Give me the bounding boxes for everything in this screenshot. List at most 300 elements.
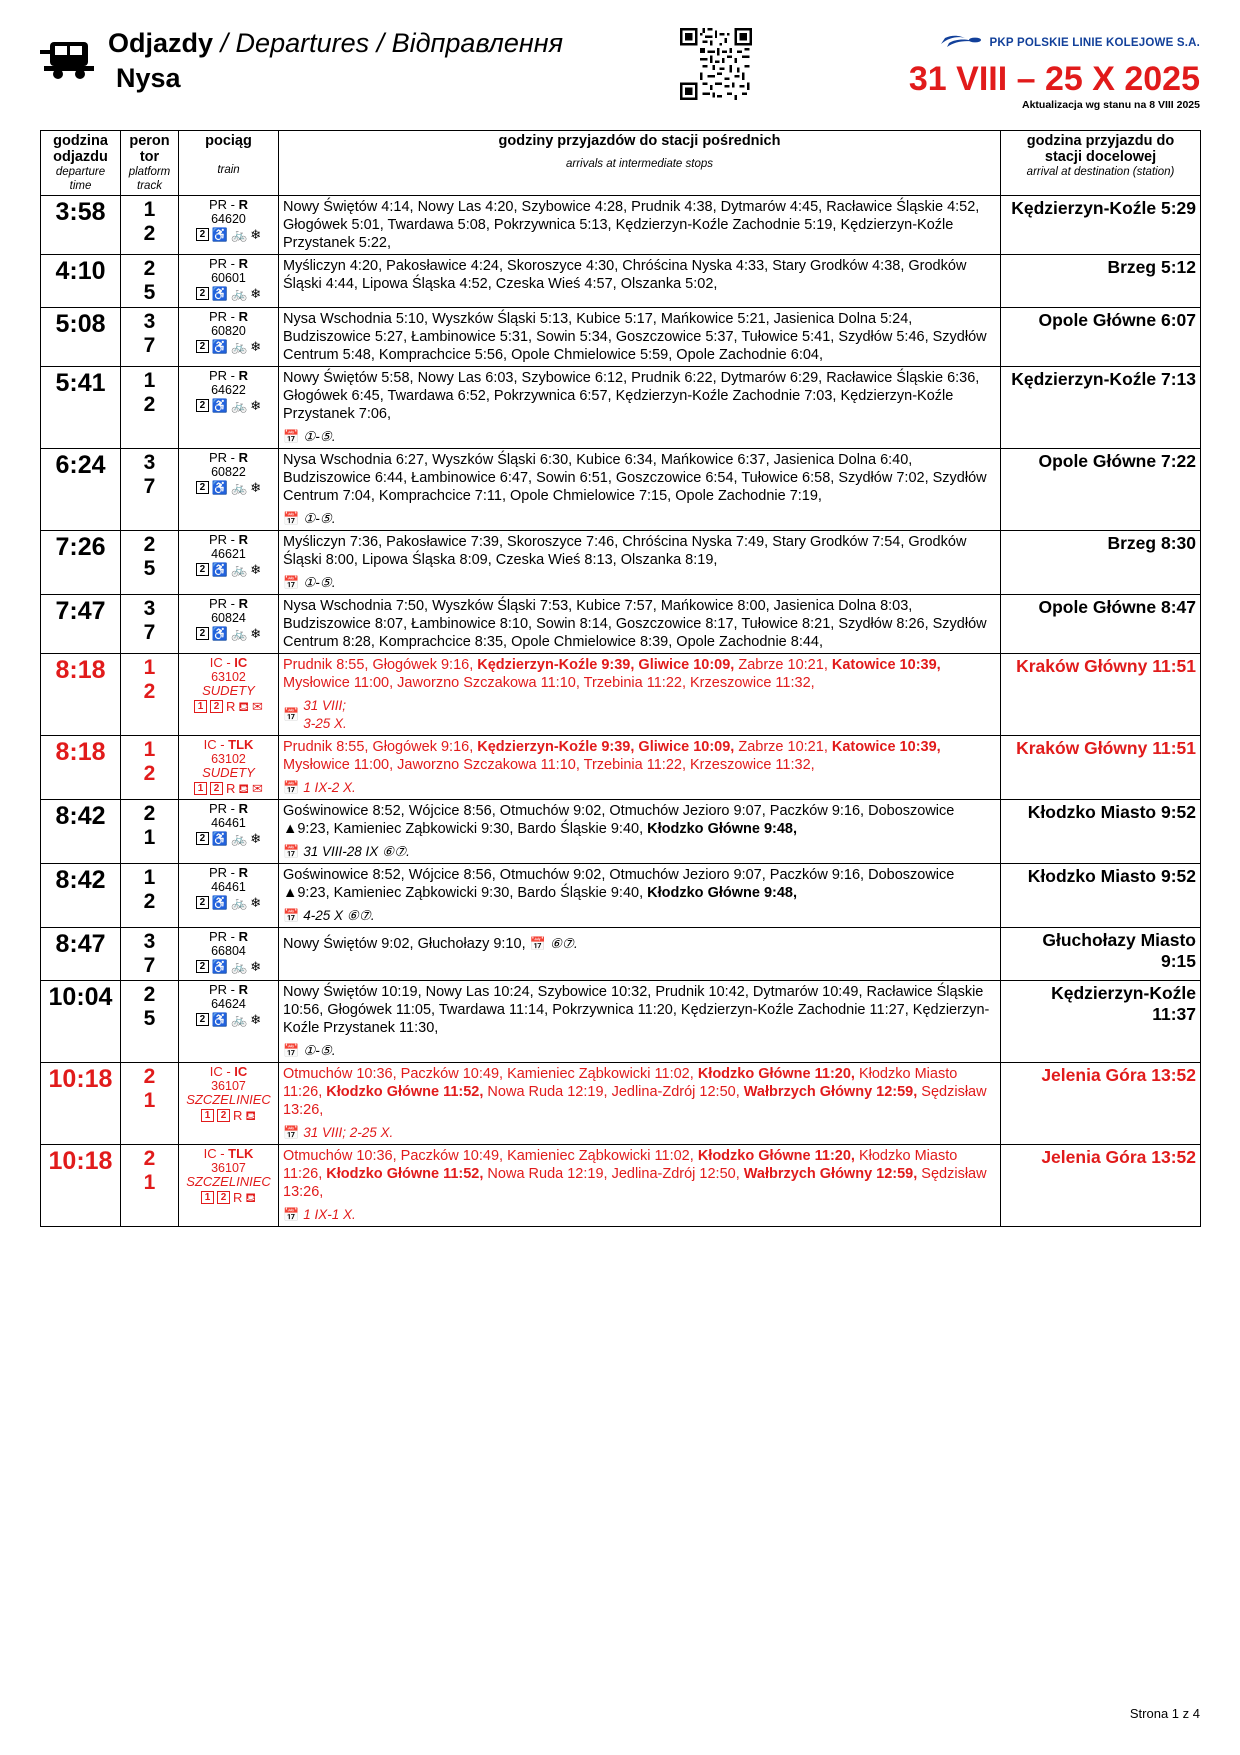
destination-text: Opole Główne 7:22	[1038, 451, 1196, 471]
train-amenities	[183, 627, 274, 640]
train-amenities	[183, 832, 274, 845]
departure-time: 8:18	[41, 654, 121, 736]
departure-time: 3:58	[41, 196, 121, 255]
platform-number: 3	[143, 597, 156, 620]
departure-time: 7:26	[41, 531, 121, 595]
train-number: 46461	[211, 880, 246, 894]
class-1-icon: 1	[201, 1191, 214, 1204]
wheelchair-icon: ♿	[211, 1012, 229, 1027]
train-info	[179, 196, 279, 255]
col-destination: godzina przyjazdu do stacji docelowej arrival at destination (station)	[1001, 131, 1201, 196]
pkp-logo	[730, 28, 1200, 58]
stops-text: Nysa Wschodnia 6:27, Wyszków Śląski 6:30, Kubice 6:34, Mańkowice 6:37, Jasienica Dolna 6:40, Budziszowice 6:44, Łambinowice 6:47, Sowin 6:51, Goszczowice 6:54, Tułowice 6:58, Szydłów 7:02, Szydłów Centrum 7:04, Komprachcice 7:11, Opole Chmielowice 7:15, Opole Zachodnie 7:19,	[283, 452, 987, 504]
departure-time: 5:08	[41, 308, 121, 367]
service-note	[283, 1124, 996, 1142]
intermediate-stops	[279, 928, 1001, 981]
service-note-text: 1 IX-2 X.	[303, 780, 356, 795]
reservation-icon: R	[232, 1190, 243, 1205]
platform-track	[121, 1145, 179, 1227]
destination-text: Kędzierzyn-Koźle 5:29	[1011, 198, 1196, 218]
bicycle-icon: 🚲	[231, 831, 248, 846]
destination-text: Głuchołazy Miasto 9:15	[1042, 930, 1196, 971]
service-note	[283, 1042, 996, 1060]
platform-number: 3	[143, 451, 156, 474]
destination-text: Opole Główne 8:47	[1038, 597, 1196, 617]
platform-track	[121, 981, 179, 1063]
train-number: 63102	[211, 752, 246, 766]
intermediate-stops	[279, 800, 1001, 864]
destination-text: Kłodzko Miasto 9:52	[1027, 866, 1196, 886]
service-note	[283, 843, 996, 861]
page-footer: Strona 1 z 4	[1129, 1706, 1200, 1721]
stops-text: Myśliczyn 7:36, Pakosławice 7:39, Skoroszyce 7:46, Chróścina Nyska 7:49, Stary Grodków 7:54, Grodków Śląski 8:00, Lipowa Śląska 8:09, Czeska Wieś 8:13, Olszanka 8:19,	[283, 534, 967, 568]
air-conditioning-icon: ❄	[250, 398, 262, 413]
track-number: 7	[143, 954, 156, 977]
departure-time: 10:18	[41, 1145, 121, 1227]
train-category: PR - R	[208, 197, 248, 212]
departure-time: 8:42	[41, 864, 121, 928]
platform-number: 1	[143, 866, 156, 889]
air-conditioning-icon: ❄	[250, 1012, 262, 1027]
wheelchair-icon: ♿	[211, 895, 229, 910]
platform-track	[121, 800, 179, 864]
destination	[1001, 255, 1201, 308]
class-2-icon: 2	[210, 700, 223, 713]
platform-number: 3	[143, 930, 156, 953]
service-note	[283, 1206, 996, 1224]
class-2-icon: 2	[196, 832, 209, 845]
train-amenities	[183, 563, 274, 576]
train-amenities	[183, 399, 274, 412]
reservation-icon: R	[232, 1108, 243, 1123]
stops-text: Otmuchów 10:36, Paczków 10:49, Kamieniec Ząbkowicki 11:02, Kłodzko Główne 11:20, Kłodzko Miasto 11:26, Kłodzko Główne 11:52, Nowa Ruda 12:19, Jedlina-Zdrój 12:50, Wałbrzych Główny 12:59, Sędzisław 13:26,	[283, 1148, 987, 1200]
service-note	[283, 907, 996, 925]
track-number: 2	[143, 222, 156, 245]
intermediate-stops	[279, 654, 1001, 736]
train-category: PR - R	[208, 256, 248, 271]
wheelchair-icon: ♿	[211, 831, 229, 846]
table-row	[41, 654, 1201, 736]
train-amenities	[183, 1109, 274, 1122]
train-number: 60824	[211, 611, 246, 625]
track-number: 5	[143, 557, 156, 580]
intermediate-stops	[279, 531, 1001, 595]
wheelchair-icon: ♿	[211, 286, 229, 301]
platform-number: 2	[143, 533, 156, 556]
train-category: PR - R	[208, 982, 248, 997]
train-category: PR - R	[208, 596, 248, 611]
train-category: IC - IC	[209, 1064, 248, 1079]
destination	[1001, 928, 1201, 981]
col-platform-track: peron tor platform track	[121, 131, 179, 196]
calendar-icon: 📅	[283, 1125, 299, 1140]
air-conditioning-icon: ❄	[250, 480, 262, 495]
departure-time: 10:18	[41, 1063, 121, 1145]
departure-time: 6:24	[41, 449, 121, 531]
platform-number: 1	[143, 198, 156, 221]
table-row	[41, 255, 1201, 308]
train-info	[179, 308, 279, 367]
table-row	[41, 981, 1201, 1063]
calendar-icon: 📅	[283, 780, 299, 795]
bicycle-icon: 🚲	[231, 959, 248, 974]
destination	[1001, 1063, 1201, 1145]
platform-track	[121, 308, 179, 367]
calendar-icon: 📅	[283, 908, 299, 923]
train-info	[179, 800, 279, 864]
platform-track	[121, 864, 179, 928]
track-number: 1	[143, 826, 156, 849]
validity-dates: 31 VIII – 25 X 2025	[908, 60, 1200, 98]
station-name: Nysa	[116, 63, 181, 93]
track-number: 2	[143, 762, 156, 785]
bicycle-icon: 🚲	[231, 626, 248, 641]
destination	[1001, 367, 1201, 449]
service-note-text: ⑥⑦.	[549, 936, 578, 951]
train-category: PR - R	[208, 309, 248, 324]
train-category: PR - R	[208, 450, 248, 465]
train-amenities	[183, 1191, 274, 1204]
service-note	[283, 697, 996, 733]
train-amenities	[183, 228, 274, 241]
restaurant-icon: ⛾	[245, 1190, 256, 1205]
train-info	[179, 981, 279, 1063]
page-title	[108, 28, 563, 58]
table-row	[41, 800, 1201, 864]
table-row	[41, 308, 1201, 367]
table-body	[41, 196, 1201, 1227]
service-note-text: ①-⑤.	[303, 429, 336, 444]
destination	[1001, 308, 1201, 367]
col-intermediate-stops: godziny przyjazdów do stacji pośrednich arrivals at intermediate stops	[279, 131, 1001, 196]
air-conditioning-icon: ❄	[250, 895, 262, 910]
train-number: 66804	[211, 944, 246, 958]
intermediate-stops	[279, 255, 1001, 308]
train-info	[179, 531, 279, 595]
intermediate-stops	[279, 308, 1001, 367]
mail-icon: ✉	[252, 781, 263, 796]
destination-text: Kędzierzyn-Koźle 11:37	[1051, 983, 1196, 1024]
platform-number: 1	[143, 656, 156, 679]
train-number: 64622	[211, 383, 246, 397]
stops-text: Myśliczyn 4:20, Pakosławice 4:24, Skoroszyce 4:30, Chróścina Nyska 4:33, Stary Grodków 4:38, Grodków Śląski 4:44, Lipowa Śląska 4:52, Czeska Wieś 4:57, Olszanka 5:02,	[283, 258, 967, 292]
class-2-icon: 2	[196, 399, 209, 412]
bicycle-icon: 🚲	[231, 286, 248, 301]
calendar-icon: 📅	[529, 936, 545, 951]
class-2-icon: 2	[196, 340, 209, 353]
poster-header	[40, 28, 1200, 124]
reservation-icon: R	[226, 781, 236, 796]
intermediate-stops	[279, 196, 1001, 255]
destination-text: Kłodzko Miasto 9:52	[1027, 802, 1196, 822]
pkp-bird-icon	[939, 34, 983, 52]
service-note-text: 4-25 X ⑥⑦.	[303, 908, 375, 923]
service-note	[283, 779, 996, 797]
destination	[1001, 1145, 1201, 1227]
stops-text: Otmuchów 10:36, Paczków 10:49, Kamieniec Ząbkowicki 11:02, Kłodzko Główne 11:20, Kłodzko Miasto 11:26, Kłodzko Główne 11:52, Nowa Ruda 12:19, Jedlina-Zdrój 12:50, Wałbrzych Główny 12:59, Sędzisław 13:26,	[283, 1066, 987, 1118]
service-note	[283, 510, 996, 528]
train-category: PR - R	[208, 865, 248, 880]
destination	[1001, 531, 1201, 595]
train-amenities	[183, 1013, 274, 1026]
service-note-text: 31 VIII; 3-25 X.	[303, 698, 347, 731]
platform-number: 2	[143, 983, 156, 1006]
destination	[1001, 864, 1201, 928]
destination	[1001, 736, 1201, 800]
class-2-icon: 2	[196, 1013, 209, 1026]
calendar-icon: 📅	[283, 575, 299, 590]
platform-track	[121, 928, 179, 981]
class-1-icon: 1	[194, 782, 207, 795]
stops-text: Nowy Świętów 10:19, Nowy Las 10:24, Szybowice 10:32, Prudnik 10:42, Dytmarów 10:49, Racławice Śląskie 10:56, Głogówek 11:05, Twardawa 11:14, Pokrzywnica 11:20, Kędzierzyn-Koźle Zachodnie 11:27, Kędzierzyn-Koźle Przystanek 11:30,	[283, 984, 990, 1036]
platform-number: 2	[143, 1147, 156, 1170]
train-name: SZCZELINIEC	[186, 1092, 271, 1107]
service-note-text: ①-⑤.	[303, 511, 336, 526]
class-2-icon: 2	[217, 1191, 230, 1204]
pkp-logo-text: PKP POLSKIE LINIE KOLEJOWE S.A.	[989, 37, 1200, 49]
class-2-icon: 2	[196, 896, 209, 909]
track-number: 2	[143, 890, 156, 913]
service-note-text: 31 VIII-28 IX ⑥⑦.	[303, 844, 410, 859]
track-number: 5	[143, 1007, 156, 1030]
bicycle-icon: 🚲	[231, 562, 248, 577]
col-train: pociąg train	[179, 131, 279, 196]
train-name: SZCZELINIEC	[186, 1174, 271, 1189]
train-number: 36107	[211, 1079, 246, 1093]
train-category: PR - R	[208, 929, 248, 944]
destination-text: Kraków Główny 11:51	[1016, 738, 1196, 758]
destination-text: Brzeg 8:30	[1107, 533, 1196, 553]
departure-time: 7:47	[41, 595, 121, 654]
train-category: PR - R	[208, 368, 248, 383]
platform-number: 2	[143, 257, 156, 280]
calendar-icon: 📅	[283, 1207, 299, 1222]
train-category: IC - TLK	[203, 1146, 254, 1161]
class-1-icon: 1	[194, 700, 207, 713]
class-2-icon: 2	[196, 627, 209, 640]
train-number: 63102	[211, 670, 246, 684]
train-number: 60601	[211, 271, 246, 285]
train-number: 60820	[211, 324, 246, 338]
platform-track	[121, 1063, 179, 1145]
intermediate-stops	[279, 736, 1001, 800]
track-number: 2	[143, 680, 156, 703]
intermediate-stops	[279, 1145, 1001, 1227]
departure-time: 8:18	[41, 736, 121, 800]
platform-track	[121, 196, 179, 255]
wheelchair-icon: ♿	[211, 562, 229, 577]
class-2-icon: 2	[196, 228, 209, 241]
train-info	[179, 595, 279, 654]
train-info	[179, 1145, 279, 1227]
stops-text: Nysa Wschodnia 5:10, Wyszków Śląski 5:13, Kubice 5:17, Mańkowice 5:21, Jasienica Dolna 5:24, Budziszowice 5:27, Łambinowice 5:31, Sowin 5:34, Goszczowice 5:37, Tułowice 5:41, Szydłów 5:46, Szydłów Centrum 5:48, Komprachcice 5:56, Opole Chmielowice 5:59, Opole Zachodnie 6:04,	[283, 311, 987, 363]
train-name: SUDETY	[202, 683, 255, 698]
train-info	[179, 864, 279, 928]
wheelchair-icon: ♿	[211, 959, 229, 974]
train-amenities	[183, 287, 274, 300]
train-name: SUDETY	[202, 765, 255, 780]
platform-track	[121, 255, 179, 308]
air-conditioning-icon: ❄	[250, 339, 262, 354]
platform-number: 2	[143, 802, 156, 825]
class-2-icon: 2	[210, 782, 223, 795]
train-number: 46461	[211, 816, 246, 830]
platform-track	[121, 654, 179, 736]
class-2-icon: 2	[196, 960, 209, 973]
stops-text: Goświnowice 8:52, Wójcice 8:56, Otmuchów 9:02, Otmuchów Jezioro 9:07, Paczków 9:16, Doboszowice ▲9:23, Kamieniec Ząbkowicki 9:30, Bardo Śląskie 9:40, Kłodzko Główne 9:48,	[283, 867, 955, 901]
restaurant-icon: ⛾	[238, 781, 250, 796]
intermediate-stops	[279, 864, 1001, 928]
stops-text: Nowy Świętów 9:02, Głuchołazy 9:10,	[283, 936, 526, 952]
bicycle-icon: 🚲	[231, 227, 248, 242]
train-info	[179, 736, 279, 800]
platform-number: 3	[143, 310, 156, 333]
track-number: 1	[143, 1171, 156, 1194]
track-number: 1	[143, 1089, 156, 1112]
track-number: 7	[143, 621, 156, 644]
platform-track	[121, 595, 179, 654]
train-category: IC - IC	[209, 655, 248, 670]
calendar-icon: 📅	[283, 844, 299, 859]
train-amenities	[183, 340, 274, 353]
calendar-icon: 📅	[283, 707, 299, 722]
table-row	[41, 595, 1201, 654]
destination-text: Kędzierzyn-Koźle 7:13	[1011, 369, 1196, 389]
departure-time: 5:41	[41, 367, 121, 449]
restaurant-icon: ⛾	[245, 1108, 256, 1123]
train-amenities	[183, 782, 274, 795]
train-info	[179, 654, 279, 736]
track-number: 2	[143, 393, 156, 416]
service-note	[283, 428, 996, 446]
train-info	[179, 255, 279, 308]
stops-text: Prudnik 8:55, Głogówek 9:16, Kędzierzyn-Koźle 9:39, Gliwice 10:09, Zabrze 10:21, Katowice 10:39, Mysłowice 11:00, Jaworzno Szczakowa 11:10, Trzebinia 11:22, Krzeszowice 11:32,	[283, 739, 941, 773]
destination	[1001, 449, 1201, 531]
table-row	[41, 1145, 1201, 1227]
departure-time: 8:47	[41, 928, 121, 981]
destination	[1001, 595, 1201, 654]
title-main: Odjazdy	[108, 28, 214, 58]
train-amenities	[183, 960, 274, 973]
train-info	[179, 928, 279, 981]
train-amenities	[183, 700, 274, 713]
table-row	[41, 531, 1201, 595]
service-note	[283, 574, 996, 592]
table-row	[41, 367, 1201, 449]
table-row	[41, 736, 1201, 800]
wheelchair-icon: ♿	[211, 227, 229, 242]
table-row	[41, 1063, 1201, 1145]
stops-text: Nowy Świętów 4:14, Nowy Las 4:20, Szybowice 4:28, Prudnik 4:38, Dytmarów 4:45, Racławice Śląskie 4:52, Głogówek 5:01, Twardawa 5:08, Pokrzywnica 5:13, Kędzierzyn-Koźle Zachodnie 5:19, Kędzierzyn-Koźle Przystanek 5:22,	[283, 199, 980, 251]
train-number: 60822	[211, 465, 246, 479]
air-conditioning-icon: ❄	[250, 227, 262, 242]
train-info	[179, 449, 279, 531]
destination	[1001, 654, 1201, 736]
intermediate-stops	[279, 367, 1001, 449]
train-number: 36107	[211, 1161, 246, 1175]
bicycle-icon: 🚲	[231, 339, 248, 354]
service-note	[530, 935, 578, 953]
col-departure-time: godzina odjazdu departure time	[41, 131, 121, 196]
table-row	[41, 928, 1201, 981]
train-number: 46621	[211, 547, 246, 561]
train-info	[179, 367, 279, 449]
calendar-icon: 📅	[283, 1043, 299, 1058]
air-conditioning-icon: ❄	[250, 831, 262, 846]
class-2-icon: 2	[196, 481, 209, 494]
stops-text: Nysa Wschodnia 7:50, Wyszków Śląski 7:53, Kubice 7:57, Mańkowice 8:00, Jasienica Dolna 8:03, Budziszowice 8:07, Łambinowice 8:10, Sowin 8:14, Goszczowice 8:17, Tułowice 8:21, Szydłów 8:26, Szydłów Centrum 8:28, Komprachcice 8:35, Opole Chmielowice 8:39, Opole Zachodnie 8:44,	[283, 598, 987, 650]
destination	[1001, 981, 1201, 1063]
destination-text: Jelenia Góra 13:52	[1041, 1147, 1196, 1167]
calendar-icon: 📅	[283, 429, 299, 444]
bicycle-icon: 🚲	[231, 895, 248, 910]
validity-block	[730, 28, 1200, 111]
class-2-icon: 2	[217, 1109, 230, 1122]
intermediate-stops	[279, 1063, 1001, 1145]
track-number: 7	[143, 475, 156, 498]
platform-number: 1	[143, 738, 156, 761]
air-conditioning-icon: ❄	[250, 286, 262, 301]
stops-text: Goświnowice 8:52, Wójcice 8:56, Otmuchów 9:02, Otmuchów Jezioro 9:07, Paczków 9:16, Doboszowice ▲9:23, Kamieniec Ząbkowicki 9:30, Bardo Śląskie 9:40, Kłodzko Główne 9:48,	[283, 803, 955, 837]
service-note-text: 1 IX-1 X.	[303, 1207, 356, 1222]
class-1-icon: 1	[201, 1109, 214, 1122]
train-category: PR - R	[208, 801, 248, 816]
reservation-icon: R	[226, 699, 236, 714]
platform-number: 2	[143, 1065, 156, 1088]
destination	[1001, 800, 1201, 864]
intermediate-stops	[279, 981, 1001, 1063]
intermediate-stops	[279, 449, 1001, 531]
mail-icon: ✉	[252, 699, 263, 714]
table-row	[41, 196, 1201, 255]
wheelchair-icon: ♿	[211, 398, 229, 413]
service-note-text: ①-⑤.	[303, 1043, 336, 1058]
train-category: PR - R	[208, 532, 248, 547]
train-number: 64624	[211, 997, 246, 1011]
train-info	[179, 1063, 279, 1145]
track-number: 5	[143, 281, 156, 304]
departures-table	[40, 130, 1201, 1227]
table-row	[41, 864, 1201, 928]
class-2-icon: 2	[196, 563, 209, 576]
train-amenities	[183, 481, 274, 494]
departure-time: 4:10	[41, 255, 121, 308]
title-translations: / Departures / Відправлення	[220, 28, 564, 58]
calendar-icon: 📅	[283, 511, 299, 526]
train-number: 64620	[211, 212, 246, 226]
bicycle-icon: 🚲	[231, 480, 248, 495]
bicycle-icon: 🚲	[231, 1012, 248, 1027]
stops-text: Nowy Świętów 5:58, Nowy Las 6:03, Szybowice 6:12, Prudnik 6:22, Dytmarów 6:29, Racławice Śląskie 6:36, Głogówek 6:45, Twardawa 6:52, Pokrzywnica 6:57, Kędzierzyn-Koźle Zachodnie 7:03, Kędzierzyn-Koźle Przystanek 7:06,	[283, 370, 980, 422]
destination	[1001, 196, 1201, 255]
train-icon	[40, 36, 98, 80]
bicycle-icon: 🚲	[231, 398, 248, 413]
departure-time: 8:42	[41, 800, 121, 864]
validity-update-note: Aktualizacja wg stanu na 8 VIII 2025	[1022, 99, 1200, 111]
destination-text: Opole Główne 6:07	[1038, 310, 1196, 330]
destination-text: Jelenia Góra 13:52	[1041, 1065, 1196, 1085]
wheelchair-icon: ♿	[211, 480, 229, 495]
air-conditioning-icon: ❄	[250, 959, 262, 974]
table-header-row	[41, 131, 1201, 196]
platform-track	[121, 449, 179, 531]
table-row	[41, 449, 1201, 531]
track-number: 7	[143, 334, 156, 357]
air-conditioning-icon: ❄	[250, 626, 262, 641]
service-note-text: ①-⑤.	[303, 575, 336, 590]
air-conditioning-icon: ❄	[250, 562, 262, 577]
platform-track	[121, 736, 179, 800]
